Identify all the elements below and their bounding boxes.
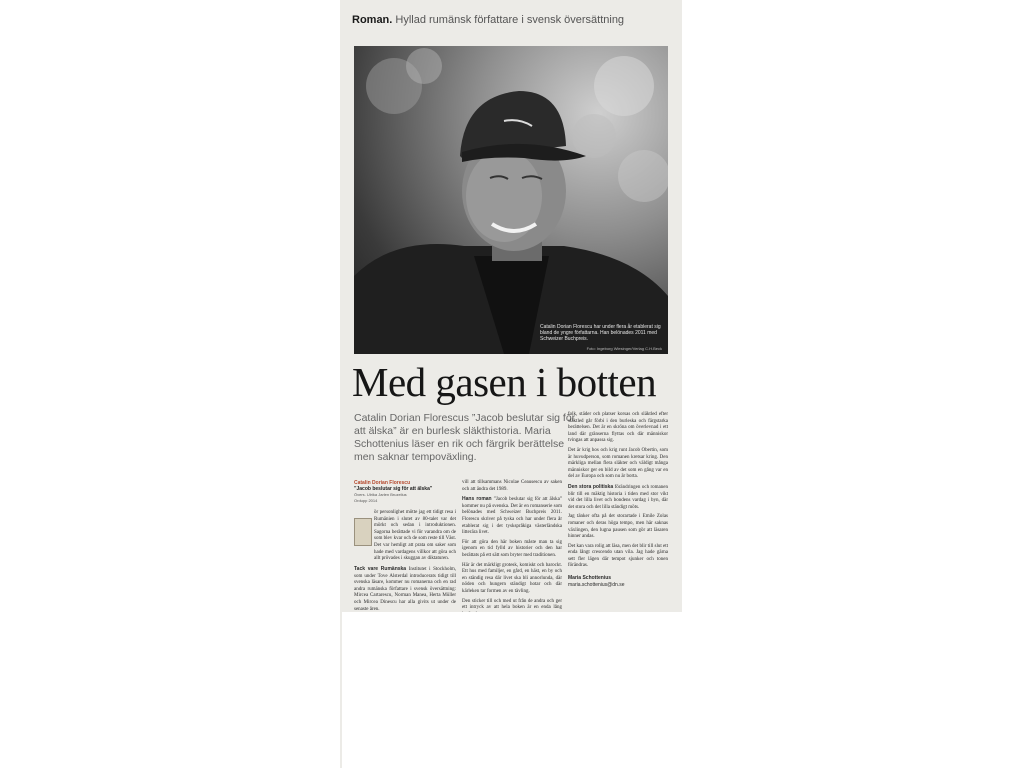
article-ingress: Catalin Dorian Florescus ”Jacob beslutar sig för att älska” är en burlesk släkthistoria. Maria Schottenius läser en rik och färgrik berättelse men saknar tempoväxling. — [354, 412, 576, 463]
book-publisher: Ordupp 2014 — [354, 498, 378, 503]
body-paragraph: Hans roman ”Jacob beslutar sig för att älska” kommer nu på svenska. Det är en romanserie som belönades med Schweizer Buchpreis 2011. Florescu skriver på tyska och har under flera år etablerat sig i det tyskspråkiga västerländska litterära livet. — [462, 496, 563, 536]
body-paragraph: Den sticker till och med ut från de andra och ger ett intryck av att hela boken är en enda lång — [462, 598, 562, 611]
book-translator: Övers. Ulrika Jarlen Bruzelius — [354, 492, 407, 497]
body-paragraph: Det är krig hos och krig runt Jacob Obertin, som är huvudperson, som romanen kretsar kring. Den märkliga mellan flera släkter och väldigt många människor ger en bild av det som en gång var en del av Europa och som nu är borta. — [568, 447, 668, 480]
author-photo — [354, 46, 668, 354]
kicker-text: Hyllad rumänsk författare i svensk översättning — [392, 14, 625, 26]
body-paragraph: vill att tillsammans Nicolae Ceausescu av saken och att ändra det 1989. — [462, 480, 562, 492]
photo-caption: Catalin Dorian Florescu har under flera år etablerat sig bland de yngre författarna. Han belönades 2011 med Schweizer Buchpreis. — [540, 324, 661, 342]
photo-credit: Foto: Ingeborg Wiesinger/Verlag C.H.Beck — [586, 346, 662, 351]
kicker-label: Roman. — [352, 14, 393, 26]
page-margin — [342, 612, 682, 768]
body-paragraph: Tack vare Rumänska Institutet i Stockholm, som under Tove Alsterdal introducerats tidigt till svenska läsare, kommer nu romanerna och en rad andra rumänska författare i svensk översättning: Mircea Cartarescu, Norman Manea, Herta Müller och Mircea Dinescu har alla givits ut under de senaste åren. — [354, 566, 456, 612]
book-title: ”Jacob beslutar sig för att älska” — [354, 486, 433, 492]
body-paragraph: folk, städer och platser korsas och släktled efter släktled går förbi i den burleska och färgstarka berättelsen. Det är en skröna om överlevnad i ett land där gränserna flyttas och där människor tvingas att anpassa sig. — [568, 412, 668, 444]
author-portrait-illustration — [354, 46, 668, 354]
byline-signature: Maria Schottenius — [568, 575, 612, 582]
subheading: Hans roman — [462, 496, 492, 503]
body-column-1 — [354, 510, 456, 566]
subheading: Tack vare Rumänska — [354, 566, 407, 572]
body-paragraph: Här är det märkligt grotesk, komiskt och barockt. Ett hus med familjer, en gård, en häst, en by och en ständig resa där livet ska bli annorlunda, där nöden och hungern ständigt hotar och där kärleken tar formen av en tävling. — [462, 562, 562, 594]
subheading: Den stora politiska — [568, 483, 614, 490]
book-author: Catalin Dorian Florescu — [354, 480, 411, 486]
section-kicker — [352, 14, 672, 26]
body-paragraph: För att göra den här boken måste man ta sig igenom en tid fylld av historier och den har berättats på ett sätt som bryter med traditionen. — [462, 539, 562, 558]
body-paragraph: Det kan vara rolig att läsa, men det blir till slut ett enda långt crescendo utan vila. Jag hade gärna sett fler lägen där tempot sjunker och tonen förändras. — [568, 543, 668, 569]
byline-email: maria.schottenius@dn.se — [568, 581, 625, 588]
body-paragraph: Den stora politiska förändringen och romanen blir till en mäktig historia i tiden med stor vikt vid det lilla livet och bondens vardag i byn, där det stora och det lilla ständigt möts. — [568, 483, 669, 510]
article-headline: Med gasen i botten — [352, 359, 657, 405]
body-paragraph: Jag tänker ofta på det storartade i Emile Zolas romaner och deras höga tempo, men här saknas växlingen, den lugna pausen som gör att läsaren hinner andas. — [568, 514, 668, 540]
body-column-3 — [568, 412, 668, 588]
body-paragraph: ör personlighet mötte jag ett tidigt resa i Rumänien i slutet av 80-talet var det mörkt och sedan i introduktionen. Sagorna berättade vi för varandra om de som blev kvar och de som reste till Väst. Det var hemligt att prata om saker som hade med vardagens villkor att göra och allt prövades i skuggan av diktaturen. — [374, 510, 456, 562]
